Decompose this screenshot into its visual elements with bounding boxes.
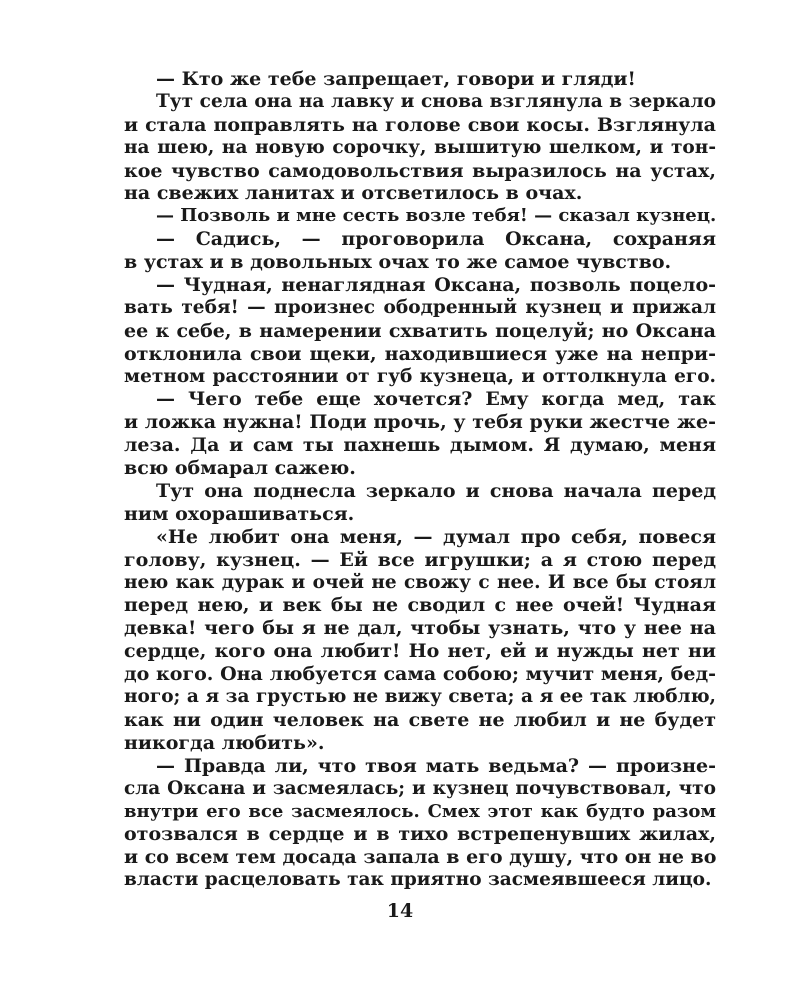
text-line: Тут она поднесла зеркало и снова начала перед xyxy=(156,480,716,503)
text-line: — Садись, — проговорила Оксана, сохраняя xyxy=(156,228,716,251)
text-line: Тут села она на лавку и снова взглянула в зеркало xyxy=(156,90,716,112)
text-line: перед нею, и век бы не сводил с нее очей! Чудная xyxy=(124,594,716,617)
text-line: кое чувство самодовольствия выразилось на устах, xyxy=(124,159,716,182)
text-line: сла Оксана и засмеялась; и кузнец почувствовал, что xyxy=(124,777,716,799)
text-line: отклонила свои щеки, находившиеся уже на непри- xyxy=(124,342,716,365)
text-line: как ни один человек на свете не любил и не будет xyxy=(124,708,716,731)
text-line: ного; а я за грустью не вижу света; а я ее так люблю, xyxy=(124,686,716,708)
text-line: сердце, кого она любит! Но нет, ей и нужды нет ни xyxy=(124,640,716,663)
text-line: леза. Да и сам ты пахнешь дымом. Я думаю, меня xyxy=(124,434,716,457)
text-line: голову, кузнец. — Ей все игрушки; а я стою перед xyxy=(124,548,716,571)
text-line: и ложка нужна! Поди прочь, у тебя руки жестче же- xyxy=(124,411,716,434)
text-line: никогда любить». xyxy=(124,731,325,754)
text-line: ее к себе, в намерении схватить поцелуй; но Оксана xyxy=(124,319,716,342)
text-line: — Правда ли, что твоя мать ведьма? — произне- xyxy=(156,754,716,777)
text-line: до кого. Она любуется сама собою; мучит меня, бед- xyxy=(124,663,716,686)
text-line: и со всем тем досада запала в его душу, что он не во xyxy=(124,846,716,869)
text-line: — Чего тебе еще хочется? Ему когда мед, так xyxy=(156,388,716,411)
text-line: ним охорашиваться. xyxy=(124,502,355,525)
text-line: всю обмарал сажею. xyxy=(124,457,356,480)
page-text xyxy=(124,68,716,892)
text-line: на шею, на новую сорочку, вышитую шелком, и тон- xyxy=(124,136,716,158)
text-line: нею как дурак и очей не свожу с нее. И все бы стоял xyxy=(124,571,716,593)
text-line: «Не любит она меня, — думал про себя, повеся xyxy=(156,525,716,548)
text-line: в устах и в довольных очах то же самое чувство. xyxy=(124,251,672,274)
text-line: и стала поправлять на голове свои косы. Взглянула xyxy=(124,113,716,136)
text-line: — Чудная, ненаглядная Оксана, позволь поцело- xyxy=(156,274,716,297)
page-number: 14 xyxy=(386,900,414,922)
text-line: — Позволь и мне сесть возле тебя! — сказал кузнец. xyxy=(156,205,716,227)
text-line: — Кто же тебе запрещает, говори и гляди! xyxy=(156,68,636,90)
text-line: метном расстоянии от губ кузнеца, и оттолкнула его. xyxy=(124,365,716,387)
text-line: на свежих ланитах и отсветилось в очах. xyxy=(124,182,583,205)
text-line: отозвался в сердце и в тихо встрепенувших жилах, xyxy=(124,823,716,846)
text-line: власти расцеловать так приятно засмеявшееся лицо. xyxy=(124,869,712,891)
text-line: вать тебя! — произнес ободренный кузнец и прижал xyxy=(124,296,716,318)
text-line: внутри его все засмеялось. Смех этот как будто разом xyxy=(124,800,716,822)
text-line: девка! чего бы я не дал, чтобы узнать, что у нее на xyxy=(124,617,716,640)
